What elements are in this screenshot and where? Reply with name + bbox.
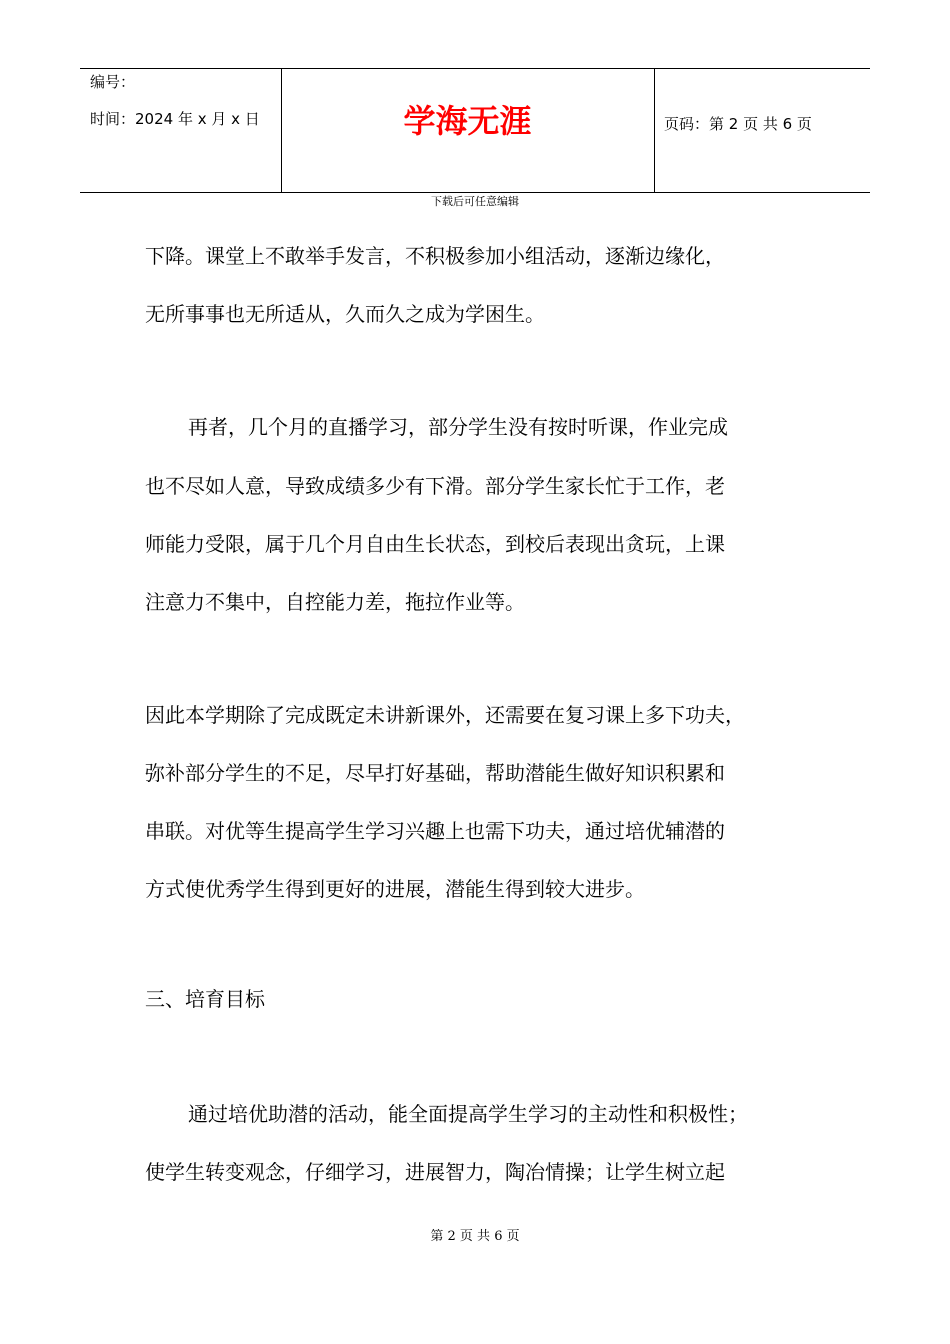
column-divider-right	[654, 69, 655, 192]
body-line: 注意力不集中，自控能力差，拖拉作业等。	[145, 590, 525, 614]
body-line: 通过培优助潜的活动，能全面提高学生学习的主动性和积极性；	[188, 1102, 748, 1126]
body-line: 无所事事也无所适从，久而久之成为学困生。	[145, 302, 545, 326]
body-line: 串联。对优等生提高学生学习兴趣上也需下功夫，通过培优辅潜的	[145, 819, 725, 843]
body-line: 也不尽如人意，导致成绩多少有下滑。部分学生家长忙于工作，老	[145, 474, 725, 498]
body-line: 下降。课堂上不敢举手发言，不积极参加小组活动，逐渐边缘化，	[145, 244, 725, 268]
edit-note: 下载后可任意编辑	[431, 195, 519, 208]
section-heading: 三、培育目标	[145, 987, 265, 1011]
serial-number-label: 编号：	[90, 73, 136, 91]
body-line: 因此本学期除了完成既定未讲新课外，还需要在复习课上多下功夫，	[145, 703, 745, 727]
body-line: 师能力受限，属于几个月自由生长状态，到校后表现出贪玩，上课	[145, 532, 725, 556]
header-table	[80, 68, 870, 193]
body-line: 方式使优秀学生得到更好的进展，潜能生得到较大进步。	[145, 877, 645, 901]
date-label: 时间：2024 年 x 月 x 日	[90, 110, 260, 128]
body-line: 使学生转变观念，仔细学习，进展智力，陶冶情操；让学生树立起	[145, 1160, 725, 1184]
body-line: 弥补部分学生的不足，尽早打好基础，帮助潜能生做好知识积累和	[145, 761, 725, 785]
brand-title: 学海无涯	[403, 102, 532, 140]
page-footer: 第 2 页 共 6 页	[430, 1229, 520, 1244]
page-code-label: 页码：第 2 页 共 6 页	[664, 115, 812, 133]
body-line: 再者，几个月的直播学习，部分学生没有按时听课，作业完成	[188, 415, 728, 439]
